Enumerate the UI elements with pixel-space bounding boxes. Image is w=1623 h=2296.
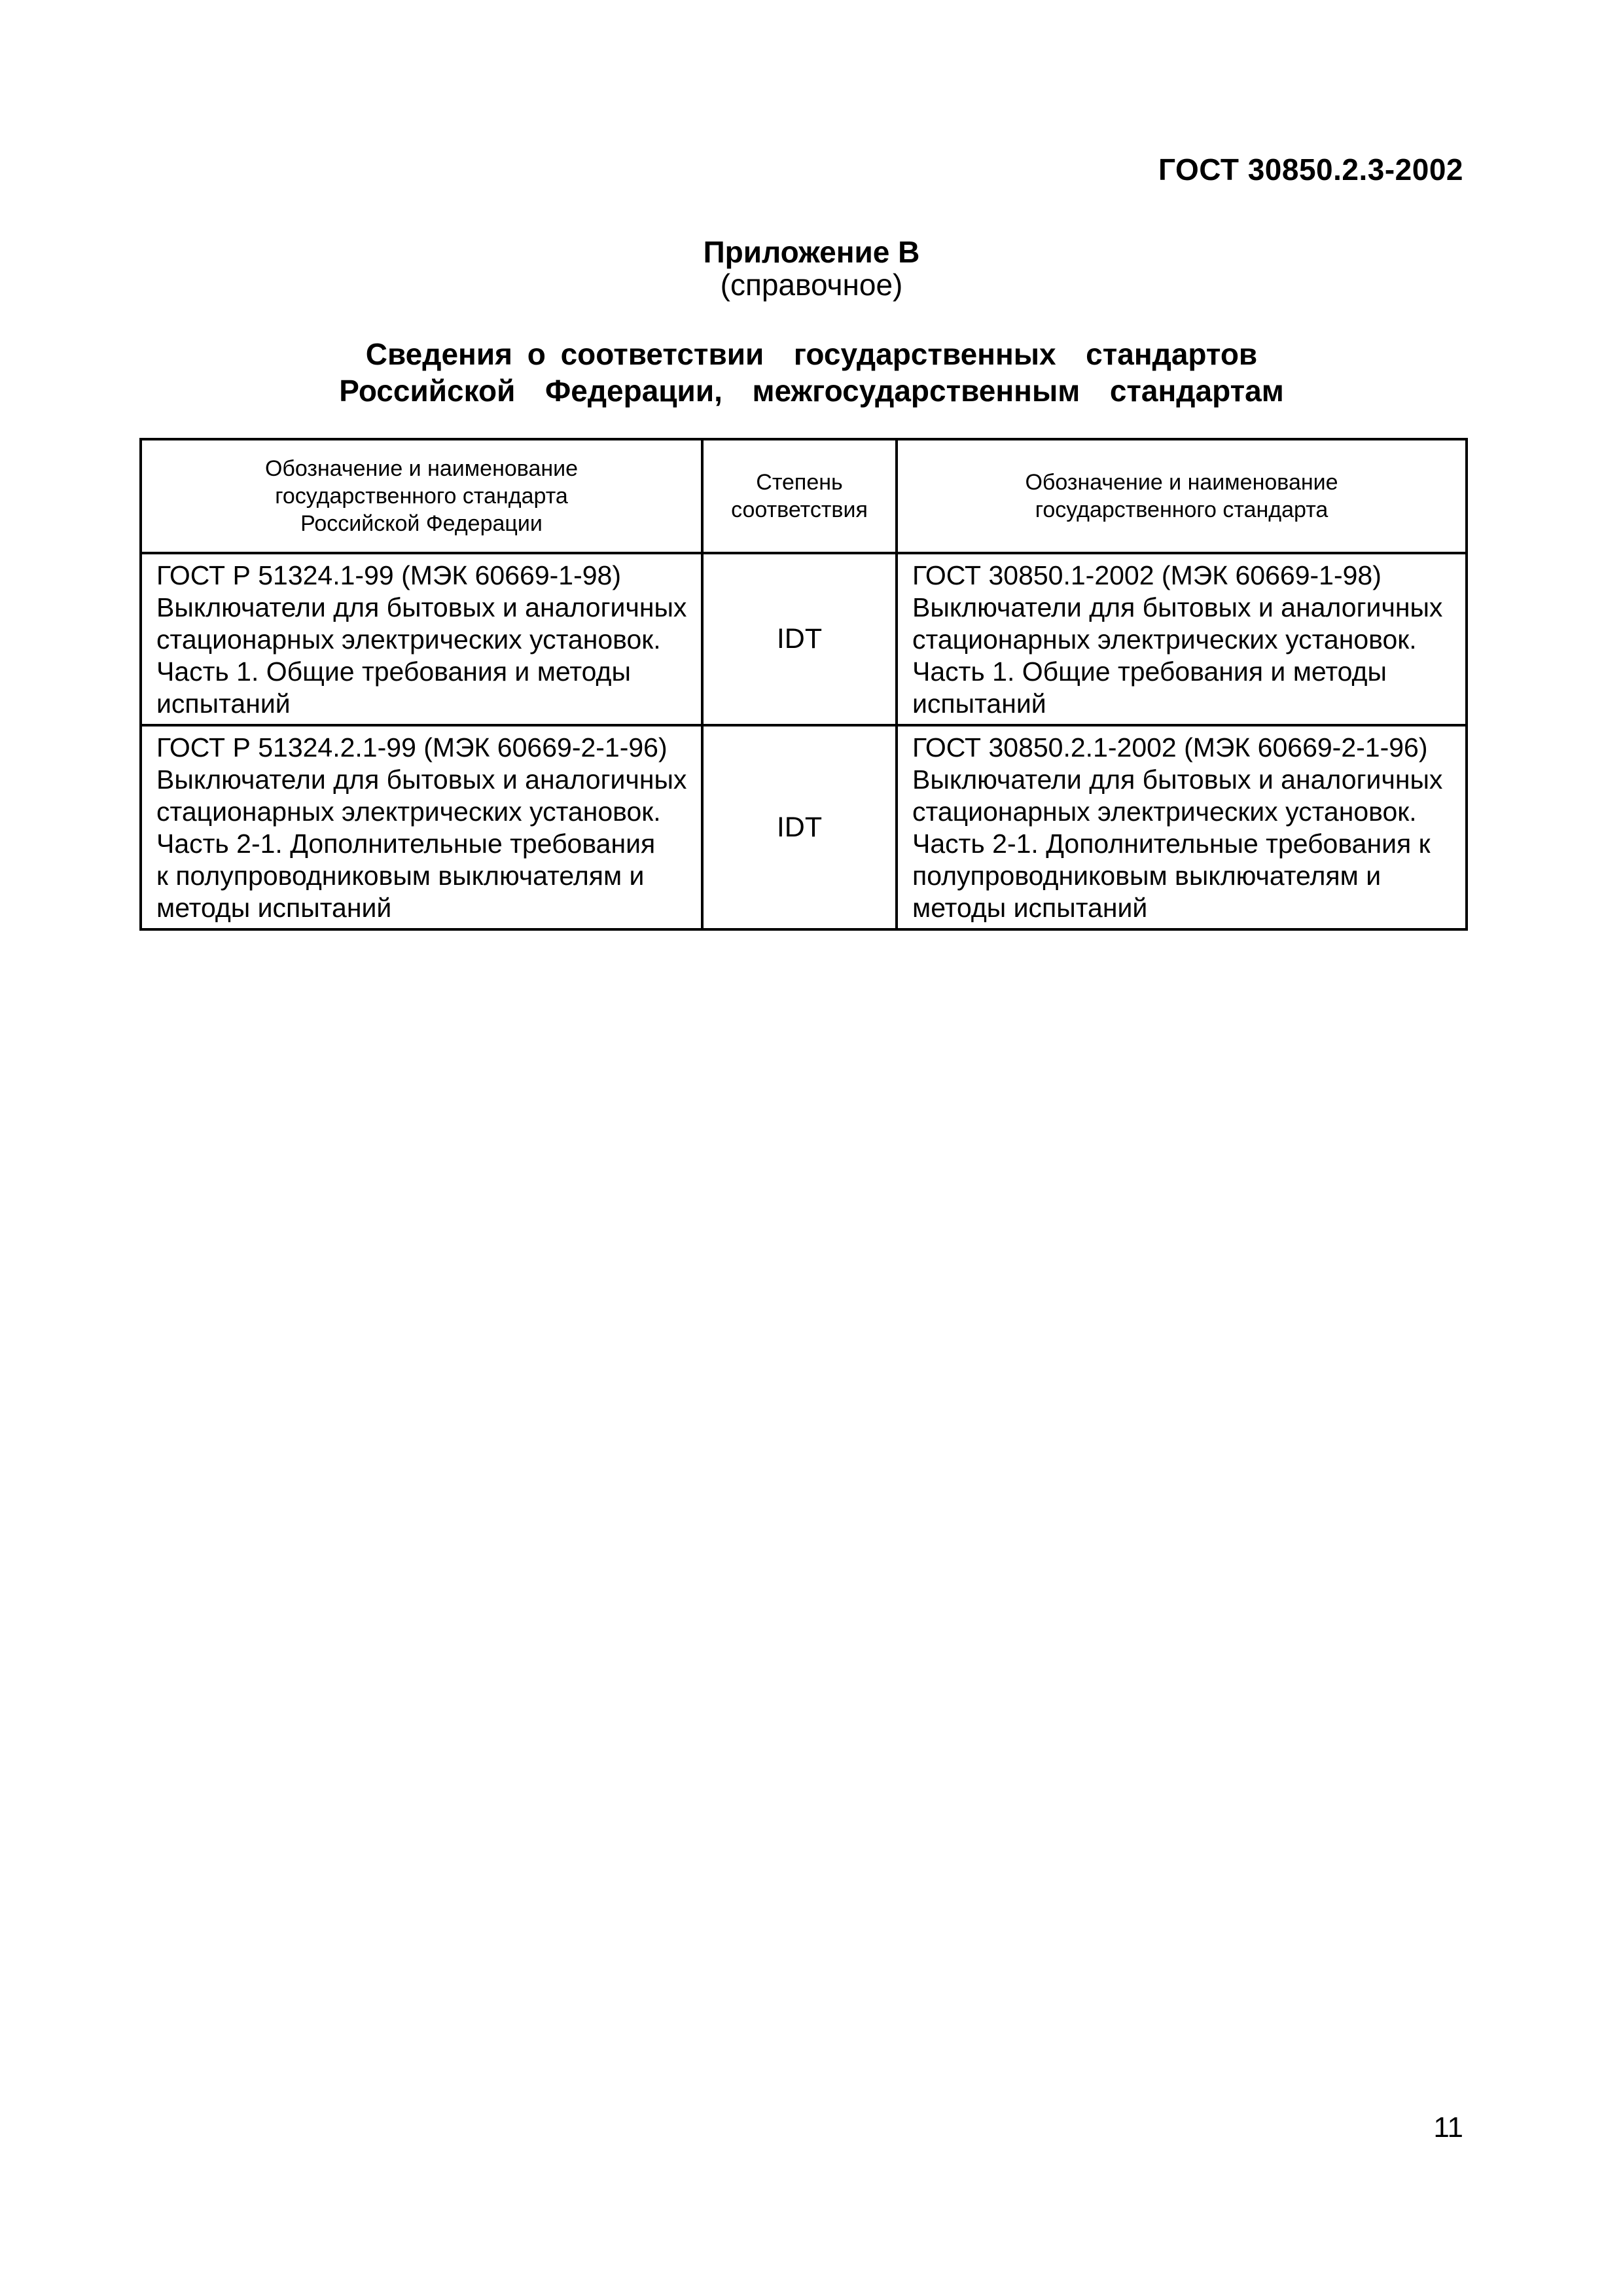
header-line: Обозначение и наименование <box>264 456 579 481</box>
table-row <box>141 725 1467 929</box>
document-code: ГОСТ 30850.2.3-2002 <box>1158 152 1463 187</box>
cell-line: к полупроводниковым выключателям и <box>156 861 645 891</box>
cell-line: ГОСТ Р 51324.2.1-99 (МЭК 60669-2-1-96) <box>156 732 668 762</box>
cell-line: Выключатели для бытовых и аналогичных <box>912 764 1443 795</box>
cell-line: полупроводниковым выключателям и <box>912 861 1382 891</box>
rf-standard-cell <box>141 553 702 725</box>
table-row <box>141 553 1467 725</box>
cell-line: методы испытаний <box>156 893 392 923</box>
header-line: соответствия <box>731 497 868 522</box>
interstate-standard-cell <box>897 725 1467 929</box>
cell-line: стационарных электрических установок. <box>912 624 1417 655</box>
column-header-rf-standard <box>141 439 702 553</box>
cell-line: стационарных электрических установок. <box>912 797 1417 827</box>
cell-line: ГОСТ Р 51324.1-99 (МЭК 60669-1-98) <box>156 560 621 590</box>
cell-line: ГОСТ 30850.2.1-2002 (МЭК 60669-2-1-96) <box>912 732 1428 762</box>
cell-line: стационарных электрических установок. <box>156 797 661 827</box>
column-header-degree <box>702 439 897 553</box>
header-line: Обозначение и наименование <box>1025 470 1338 495</box>
cell-line: испытаний <box>156 689 291 719</box>
cell-line: испытаний <box>912 689 1046 719</box>
cell-line: Выключатели для бытовых и аналогичных <box>156 592 687 622</box>
section-heading <box>0 336 1623 409</box>
column-header-interstate-standard <box>897 439 1467 553</box>
interstate-standard-cell <box>897 553 1467 725</box>
cell-line: Выключатели для бытовых и аналогичных <box>156 764 687 795</box>
cell-line: ГОСТ 30850.1-2002 (МЭК 60669-1-98) <box>912 560 1382 590</box>
section-heading-line-2: Российской Федерации, межгосударственным стандартам <box>339 374 1284 408</box>
cell-line: Часть 1. Общие требования и методы <box>156 656 631 687</box>
cell-line: методы испытаний <box>912 893 1148 923</box>
cell-line: Часть 2-1. Дополнительные требования к <box>912 829 1431 859</box>
degree-cell: IDT <box>702 725 897 929</box>
cell-line: стационарных электрических установок. <box>156 624 661 655</box>
cell-line: Часть 1. Общие требования и методы <box>912 656 1387 687</box>
page-number: 11 <box>1433 2111 1463 2144</box>
table-header-row <box>141 439 1467 553</box>
header-line: Российской Федерации <box>300 511 543 536</box>
degree-cell: IDT <box>702 553 897 725</box>
standards-correspondence-table <box>139 438 1468 931</box>
appendix-title: Приложение В <box>703 235 920 269</box>
header-line: государственного стандарта <box>1035 497 1329 522</box>
cell-line: Часть 2-1. Дополнительные требования <box>156 829 656 859</box>
header-line: государственного стандарта <box>275 484 568 509</box>
appendix-subtitle: (справочное) <box>720 268 903 302</box>
header-line: Степень <box>756 470 843 495</box>
section-heading-line-1: Сведения о соответствии государственных стандартов <box>365 337 1258 371</box>
cell-line: Выключатели для бытовых и аналогичных <box>912 592 1443 622</box>
rf-standard-cell <box>141 725 702 929</box>
